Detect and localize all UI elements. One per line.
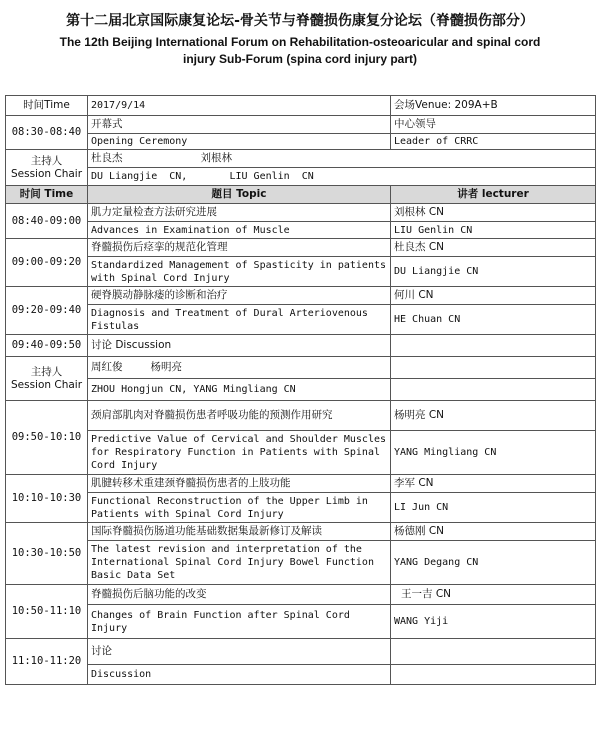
chair2-row-en (6, 379, 596, 401)
talk4-topic-en: Predictive Value of Cervical and Shoulder Muscles for Respiratory Function in Patients with Spinal Cord Injury (88, 431, 391, 475)
talk6-row-zh (6, 523, 596, 541)
opening-row-en (6, 134, 596, 150)
table-header (6, 186, 596, 204)
talk1-row-en (6, 222, 596, 239)
talk7-lecturer-zh: 王一吉 CN (391, 585, 596, 605)
talk3-topic-zh: 硬脊膜动静脉瘘的诊断和治疗 (88, 287, 391, 305)
chair2-label-zh: 主持人 (30, 365, 63, 378)
title-english (8, 34, 592, 68)
chair1-row-en (6, 168, 596, 186)
talk4-time: 09:50-10:10 (6, 401, 88, 475)
discussion2-empty-en (391, 665, 596, 685)
talk1-row-zh (6, 204, 596, 222)
discussion2-row-en (6, 665, 596, 685)
talk4-row-zh (6, 401, 596, 431)
discussion2-empty-zh (391, 639, 596, 665)
talk1-time: 08:40-09:00 (6, 204, 88, 239)
title-english-line1: The 12th Beijing International Forum on Rehabilitation-osteoaricular and spinal cord (59, 35, 541, 49)
chair2-empty-zh (391, 357, 596, 379)
discussion2-time: 11:10-11:20 (6, 639, 88, 685)
title-chinese: 第十二届北京国际康复论坛-骨关节与脊髓损伤康复分论坛（脊髓损伤部分） (66, 13, 534, 29)
chair1-names-zh (88, 150, 596, 168)
chair2-name1-zh: 周红俊 (91, 361, 123, 373)
talk4-topic-zh: 颈肩部肌肉对脊髓损伤患者呼吸功能的预测作用研究 (88, 401, 391, 431)
talk1-lecturer-en: LIU Genlin CN (391, 222, 596, 239)
chair2-label (6, 357, 88, 401)
talk5-topic-en: Functional Reconstruction of the Upper Limb in Patients with Spinal Cord Injury (88, 493, 391, 523)
chair2-names-zh (88, 357, 391, 379)
talk2-lecturer-en: DU Liangjie CN (391, 257, 596, 287)
talk6-topic-zh: 国际脊髓损伤肠道功能基础数据集最新修订及解读 (88, 523, 391, 541)
talk1-topic-en: Advances in Examination of Muscle (88, 222, 391, 239)
talk2-time: 09:00-09:20 (6, 239, 88, 287)
info-row (6, 96, 596, 116)
chair1-label (6, 150, 88, 186)
talk3-time: 09:20-09:40 (6, 287, 88, 335)
talk6-row-en (6, 541, 596, 585)
talk5-row-zh (6, 475, 596, 493)
header-topic: 题目 Topic (88, 186, 391, 204)
talk6-lecturer-zh: 杨德刚 CN (391, 523, 596, 541)
talk5-lecturer-en: LI Jun CN (391, 493, 596, 523)
talk2-row-en (6, 257, 596, 287)
opening-topic-zh: 开幕式 (88, 116, 391, 134)
talk4-lecturer-zh: 杨明亮 CN (391, 401, 596, 431)
talk7-row-zh (6, 585, 596, 605)
talk6-time: 10:30-10:50 (6, 523, 88, 585)
date-cell: 2017/9/14 (88, 96, 391, 116)
talk7-row-en (6, 605, 596, 639)
header-lecturer: 讲者 lecturer (391, 186, 596, 204)
opening-lecturer-en: Leader of CRRC (391, 134, 596, 150)
talk3-lecturer-zh: 何川 CN (391, 287, 596, 305)
chair2-name2-zh: 杨明亮 (150, 361, 182, 373)
opening-topic-en: Opening Ceremony (88, 134, 391, 150)
talk3-lecturer-en: HE Chuan CN (391, 305, 596, 335)
talk2-topic-en: Standardized Management of Spasticity in patients with Spinal Cord Injury (88, 257, 391, 287)
talk4-row-en (6, 431, 596, 475)
talk1-lecturer-zh: 刘根林 CN (391, 204, 596, 222)
opening-time: 08:30-08:40 (6, 116, 88, 150)
chair2-names-en: ZHOU Hongjun CN, YANG Mingliang CN (88, 379, 391, 401)
talk4-lecturer-en: YANG Mingliang CN (391, 431, 596, 475)
chair1-name2-zh: 刘根林 (200, 152, 232, 164)
chair1-label-zh: 主持人 (30, 154, 63, 167)
talk3-row-zh (6, 287, 596, 305)
talk2-topic-zh: 脊髓损伤后痉挛的规范化管理 (88, 239, 391, 257)
chair1-names-en: DU Liangjie CN, LIU Genlin CN (88, 168, 596, 186)
chair1-label-en: Session Chair (10, 167, 83, 180)
chair2-row-zh (6, 357, 596, 379)
discussion1-time: 09:40-09:50 (6, 335, 88, 357)
chair1-name1-zh: 杜良杰 (91, 152, 123, 164)
talk7-time: 10:50-11:10 (6, 585, 88, 639)
discussion2-label-zh: 讨论 (88, 639, 391, 665)
chair1-row-zh (6, 150, 596, 168)
talk2-lecturer-zh: 杜良杰 CN (391, 239, 596, 257)
chair2-label-en: Session Chair (10, 378, 83, 391)
talk5-row-en (6, 493, 596, 523)
talk6-lecturer-en: YANG Degang CN (391, 541, 596, 585)
schedule-table (5, 95, 596, 685)
time-label: 时间Time (6, 96, 88, 116)
talk3-topic-en: Diagnosis and Treatment of Dural Arteriovenous Fistulas (88, 305, 391, 335)
opening-lecturer-zh: 中心领导 (391, 116, 596, 134)
talk5-lecturer-zh: 李军 CN (391, 475, 596, 493)
talk6-topic-en: The latest revision and interpretation of the International Spinal Cord Injury Bowel Function Basic Data Set (88, 541, 391, 585)
title-english-line2: injury Sub-Forum (spina cord injury part) (182, 52, 417, 66)
talk7-lecturer-en: WANG Yiji (391, 605, 596, 639)
talk1-topic-zh: 肌力定量检查方法研究进展 (88, 204, 391, 222)
discussion2-row-zh (6, 639, 596, 665)
talk5-topic-zh: 肌腱转移术重建颈脊髓损伤患者的上肢功能 (88, 475, 391, 493)
talk2-row-zh (6, 239, 596, 257)
talk3-row-en (6, 305, 596, 335)
talk5-time: 10:10-10:30 (6, 475, 88, 523)
discussion1-empty (391, 335, 596, 357)
chair2-empty-en (391, 379, 596, 401)
venue-cell: 会场Venue: 209A+B (391, 96, 596, 116)
discussion1-row (6, 335, 596, 357)
talk7-topic-en: Changes of Brain Function after Spinal Cord Injury (88, 605, 391, 639)
opening-row-zh (6, 116, 596, 134)
discussion1-label: 讨论 Discussion (88, 335, 391, 357)
talk7-topic-zh: 脊髓损伤后脑功能的改变 (88, 585, 391, 605)
header-time: 时间 Time (6, 186, 88, 204)
discussion2-label-en: Discussion (88, 665, 391, 685)
